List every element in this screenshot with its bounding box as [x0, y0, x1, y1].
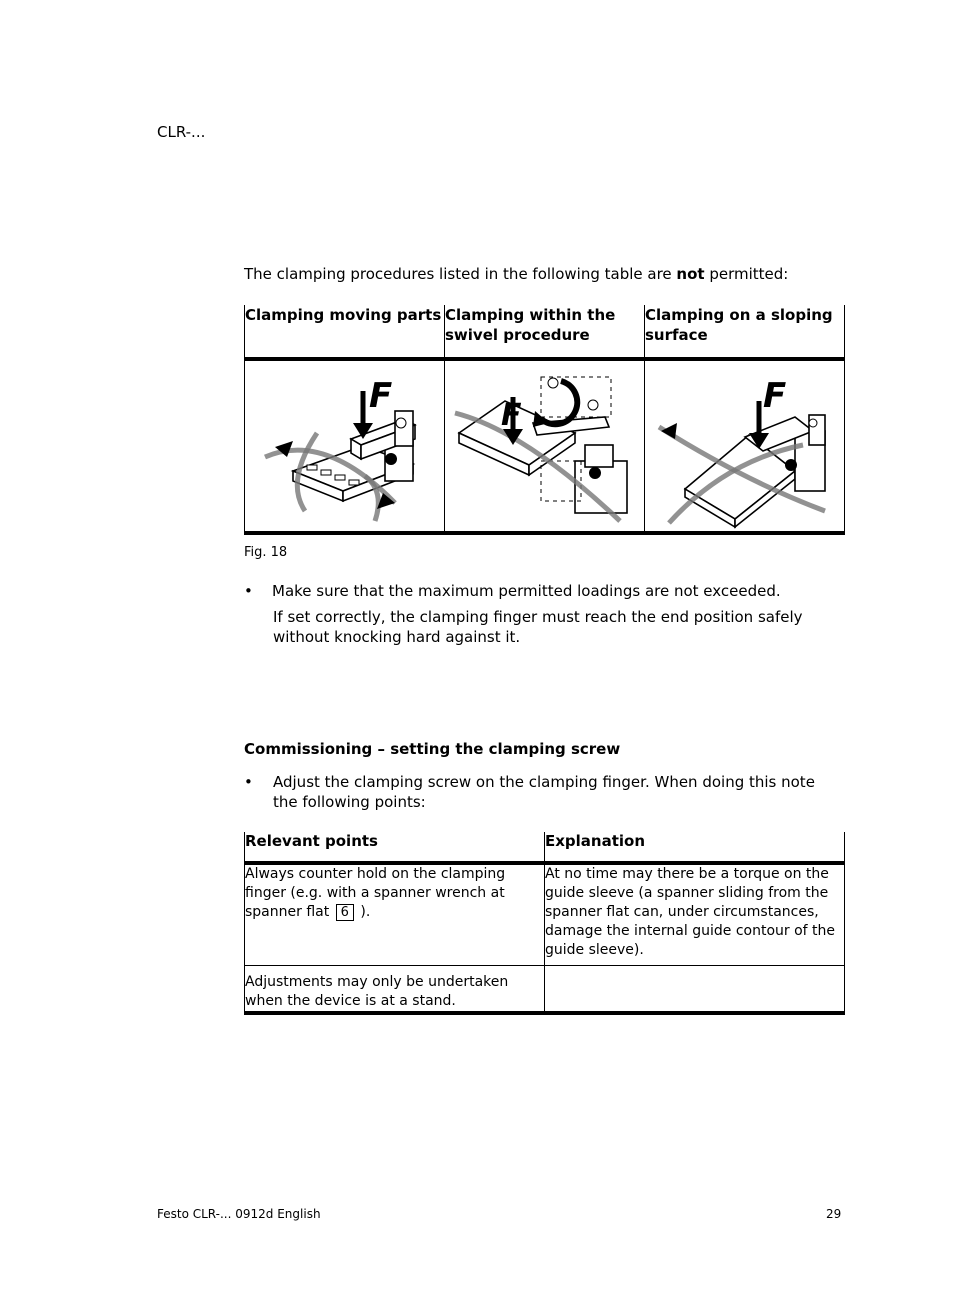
force-label-1: F — [369, 376, 393, 416]
figure-caption: Fig. 18 — [244, 545, 288, 560]
cell-explanation: At no time may there be a torque on the guide sleeve (a spanner sliding from the spanner flat can, under circumstances, damage the internal guide contour of the guide sleeve). — [545, 863, 845, 966]
header-explanation: Explanation — [545, 832, 845, 863]
running-header: CLR-... — [157, 123, 206, 141]
table-row — [245, 863, 845, 966]
sloping-drawing — [645, 361, 844, 531]
point-text: Always counter hold on the clamping finger (e.g. with a spanner wrench at spanner flat — [245, 866, 506, 920]
force-label-3: F — [763, 376, 787, 416]
bullet-adjust-screw — [244, 772, 844, 811]
intro-paragraph — [244, 265, 788, 283]
footer-doc-id: Festo CLR-... 0912d English — [157, 1207, 321, 1221]
bullet-followup: If set correctly, the clamping finger must reach the end position safely without knocking hard against it. — [273, 608, 803, 646]
illustration-sloping — [645, 359, 845, 533]
prohibited-clamping-table — [244, 305, 845, 535]
table-row — [245, 966, 845, 1014]
moving-parts-drawing — [245, 361, 444, 531]
bullet-max-loadings — [244, 581, 844, 601]
header-relevant-points: Relevant points — [245, 832, 545, 863]
cell-point: Adjustments may only be undertaken when the device is at a stand. — [245, 966, 545, 1014]
spanner-flat-ref: 6 — [336, 904, 354, 921]
intro-text-after: permitted: — [704, 265, 789, 283]
intro-text-bold: not — [676, 265, 705, 283]
intro-text-before: The clamping procedures listed in the following table are — [244, 265, 677, 283]
illustration-moving-parts — [245, 359, 445, 533]
point-text-end: ). — [355, 904, 371, 920]
cell-point — [245, 863, 545, 966]
bullet-marker: • — [244, 773, 253, 791]
section-heading: Commissioning – setting the clamping screw — [244, 740, 621, 758]
bullet-text: Adjust the clamping screw on the clamping finger. When doing this note the following points: — [273, 773, 815, 811]
illustration-swivel — [445, 359, 645, 533]
bullet-text: Make sure that the maximum permitted loadings are not exceeded. — [272, 582, 781, 600]
header-clamping-moving-parts: Clamping moving parts — [245, 305, 445, 359]
swivel-drawing — [445, 361, 644, 531]
force-label-2: F — [501, 398, 522, 433]
header-clamping-sloping: Clamping on a sloping surface — [645, 305, 845, 359]
relevant-points-table — [244, 832, 845, 1015]
cell-explanation — [545, 966, 845, 1014]
header-clamping-swivel: Clamping within the swivel procedure — [445, 305, 645, 359]
bullet-marker: • — [244, 582, 253, 600]
page-number: 29 — [826, 1207, 842, 1221]
